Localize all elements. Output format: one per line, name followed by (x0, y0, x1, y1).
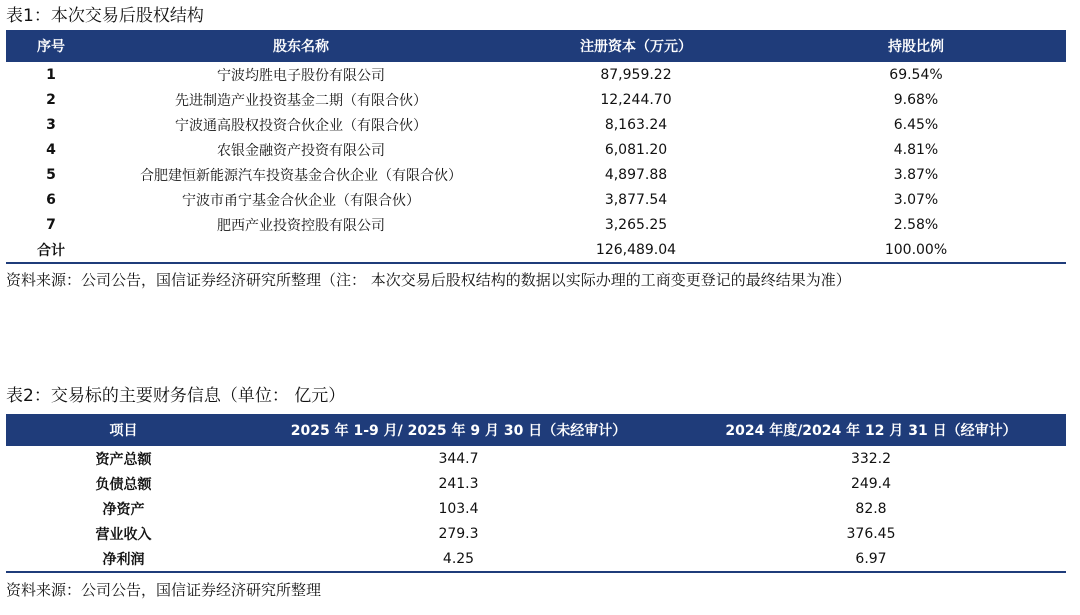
cell-capital: 87,959.22 (600, 66, 672, 83)
col-header-2025: 2025 年 1-9 月/ 2025 年 9 月 30 日（未经审计） (241, 414, 676, 446)
cell-ratio: 2.58% (893, 216, 939, 233)
table-row (6, 212, 1066, 237)
table-row (6, 187, 1066, 212)
table-row (6, 137, 1066, 162)
cell-seq: 6 (46, 191, 56, 208)
cell-seq: 2 (46, 91, 56, 108)
table-row (6, 112, 1066, 137)
table-row (6, 162, 1066, 187)
cell-seq: 3 (46, 116, 56, 133)
cell-ratio: 9.68% (893, 91, 939, 108)
equity-structure-table (6, 30, 1066, 264)
table1-source: 资料来源：公司公告，国信证券经济研究所整理（注： 本次交易后股权结构的数据以实际办理的工商变更登记的最终结果为准） (6, 271, 851, 289)
cell-item: 净利润 (6, 546, 241, 572)
cell-shareholder: 先进制造产业投资基金二期（有限合伙） (175, 92, 427, 109)
cell-capital: 3,877.54 (604, 191, 668, 208)
col-header-item: 项目 (6, 414, 241, 446)
table-row (6, 546, 1066, 572)
cell-seq: 4 (46, 141, 56, 158)
table2-caption: 表2：交易标的主要财务信息（单位： 亿元） (6, 386, 346, 406)
table1-caption: 表1：本次交易后股权结构 (6, 6, 204, 26)
cell-item: 资产总额 (95, 451, 152, 468)
cell-ratio: 3.07% (893, 191, 939, 208)
cell-shareholder: 宁波均胜电子股份有限公司 (217, 67, 385, 84)
col-header-2024: 2024 年度/2024 年 12 月 31 日（经审计） (676, 414, 1066, 446)
cell-ratio: 4.81% (893, 141, 939, 158)
total-row (6, 237, 1066, 263)
cell-ratio: 6.45% (893, 116, 939, 133)
cell-capital: 6,081.20 (604, 141, 668, 158)
table2-source: 资料来源：公司公告，国信证券经济研究所整理 (6, 581, 322, 599)
table-row (6, 471, 1066, 496)
cell-shareholder: 宁波通高股权投资合伙企业（有限合伙） (175, 117, 427, 134)
financial-info-table (6, 414, 1066, 573)
col-header-seq: 序号 (6, 30, 96, 62)
cell-ratio: 69.54% (889, 66, 943, 83)
cell-shareholder: 宁波市甬宁基金合伙企业（有限合伙） (182, 192, 420, 209)
cell-capital: 12,244.70 (600, 91, 672, 108)
cell-item: 净资产 (102, 501, 145, 518)
cell-2024: 332.2 (850, 450, 892, 467)
table-header-row (6, 414, 1066, 446)
cell-seq: 7 (46, 216, 56, 233)
cell-2025: 103.4 (438, 500, 479, 517)
cell-2024: 82.8 (855, 500, 887, 517)
cell-capital: 8,163.24 (604, 116, 668, 133)
cell-2024: 376.45 (846, 525, 896, 542)
cell-shareholder (96, 237, 506, 263)
cell-seq: 5 (46, 166, 56, 183)
table-header-row (6, 30, 1066, 62)
cell-2025: 279.3 (438, 525, 479, 542)
table-row (6, 496, 1066, 521)
cell-capital: 3,265.25 (604, 216, 668, 233)
table-row (6, 521, 1066, 546)
cell-item: 营业收入 (95, 526, 152, 543)
cell-2024: 249.4 (850, 475, 892, 492)
cell-2024: 6.97 (676, 546, 1066, 572)
cell-shareholder: 农银金融资产投资有限公司 (217, 142, 385, 159)
cell-shareholder: 肥西产业投资控股有限公司 (217, 217, 385, 234)
cell-total-label: 合计 (6, 237, 96, 263)
cell-ratio: 100.00% (766, 237, 1066, 263)
table-row (6, 87, 1066, 112)
cell-capital: 4,897.88 (604, 166, 668, 183)
table-row (6, 446, 1066, 471)
cell-ratio: 3.87% (893, 166, 939, 183)
cell-2025: 344.7 (438, 450, 479, 467)
cell-capital: 126,489.04 (506, 237, 766, 263)
table-row (6, 62, 1066, 87)
cell-shareholder: 合肥建恒新能源汽车投资基金合伙企业（有限合伙） (140, 167, 462, 184)
col-header-capital: 注册资本（万元） (506, 30, 766, 62)
cell-seq: 1 (46, 66, 56, 83)
cell-item: 负债总额 (95, 476, 152, 493)
cell-2025: 241.3 (438, 475, 479, 492)
col-header-shareholder: 股东名称 (96, 30, 506, 62)
col-header-ratio: 持股比例 (766, 30, 1066, 62)
cell-2025: 4.25 (241, 546, 676, 572)
